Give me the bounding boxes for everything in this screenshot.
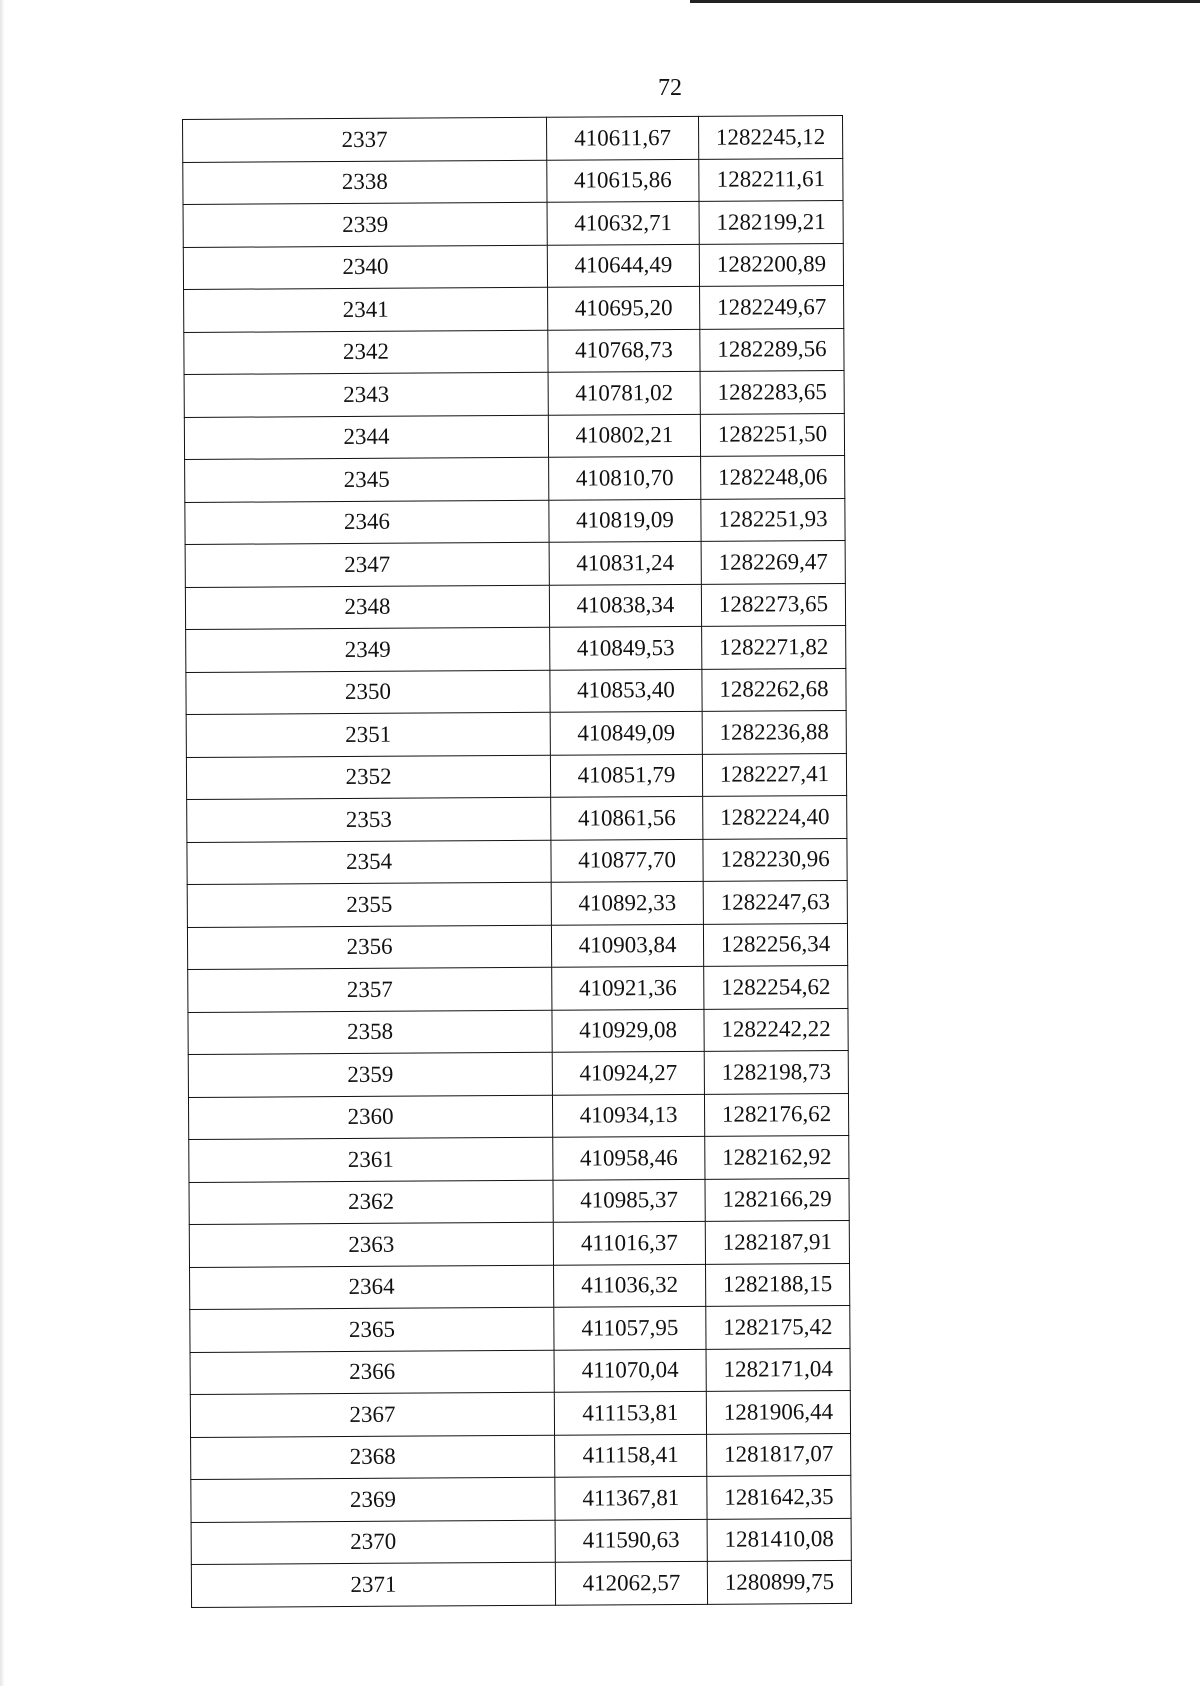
y-coordinate-cell: 1282271,82 [702, 625, 846, 668]
y-coordinate-cell: 1282211,61 [699, 158, 843, 201]
point-number-cell: 2362 [189, 1180, 553, 1225]
y-coordinate-cell: 1282224,40 [703, 795, 847, 838]
table-row [190, 1390, 850, 1437]
point-number-cell: 2343 [184, 372, 548, 417]
y-coordinate-cell: 1281642,35 [707, 1475, 851, 1518]
x-coordinate-cell: 410831,24 [549, 541, 701, 584]
y-coordinate-cell: 1281817,07 [707, 1433, 851, 1476]
y-coordinate-cell: 1282251,50 [700, 413, 844, 456]
y-coordinate-cell: 1282187,91 [705, 1220, 849, 1263]
x-coordinate-cell: 410892,33 [551, 881, 703, 924]
y-coordinate-cell: 1282198,73 [704, 1050, 848, 1093]
table-row [184, 328, 844, 375]
y-coordinate-cell: 1282247,63 [703, 880, 847, 923]
table-row [187, 795, 847, 842]
table-row [184, 285, 844, 332]
point-number-cell: 2342 [184, 330, 548, 375]
table-row [183, 115, 843, 162]
y-coordinate-cell: 1280899,75 [707, 1560, 851, 1603]
top-rule [690, 0, 1200, 3]
x-coordinate-cell: 410903,84 [551, 924, 703, 967]
point-number-cell: 2341 [184, 287, 548, 332]
y-coordinate-cell: 1282249,67 [700, 285, 844, 328]
table-row [185, 455, 845, 502]
x-coordinate-cell: 410819,09 [549, 499, 701, 542]
x-coordinate-cell: 410849,53 [550, 626, 702, 669]
x-coordinate-cell: 410768,73 [548, 329, 700, 372]
point-number-cell: 2349 [186, 627, 550, 672]
point-number-cell: 2353 [187, 797, 551, 842]
table-row [191, 1433, 851, 1480]
table-row [191, 1475, 851, 1522]
point-number-cell: 2344 [184, 415, 548, 460]
x-coordinate-cell: 411036,32 [554, 1264, 706, 1307]
point-number-cell: 2357 [188, 967, 552, 1012]
table-row [183, 243, 843, 290]
y-coordinate-cell: 1282289,56 [700, 328, 844, 371]
point-number-cell: 2356 [187, 925, 551, 970]
table-row [191, 1560, 851, 1607]
table-row [183, 200, 843, 247]
point-number-cell: 2346 [185, 500, 549, 545]
table-row [189, 1220, 849, 1267]
table-row [190, 1263, 850, 1310]
x-coordinate-cell: 410851,79 [550, 754, 702, 797]
point-number-cell: 2365 [190, 1307, 554, 1352]
x-coordinate-cell: 410644,49 [547, 244, 699, 287]
x-coordinate-cell: 410853,40 [550, 669, 702, 712]
x-coordinate-cell: 410958,46 [553, 1136, 705, 1179]
point-number-cell: 2366 [190, 1350, 554, 1395]
scan-left-edge [0, 0, 4, 1686]
table-row [186, 753, 846, 800]
point-number-cell: 2350 [186, 670, 550, 715]
point-number-cell: 2354 [187, 840, 551, 885]
point-number-cell: 2348 [185, 585, 549, 630]
table-row [183, 158, 843, 205]
y-coordinate-cell: 1282262,68 [702, 668, 846, 711]
y-coordinate-cell: 1282171,04 [706, 1348, 850, 1391]
x-coordinate-cell: 411158,41 [555, 1434, 707, 1477]
y-coordinate-cell: 1282283,65 [700, 370, 844, 413]
point-number-cell: 2371 [191, 1562, 555, 1607]
table-row [189, 1135, 849, 1182]
table-row [190, 1348, 850, 1395]
table-row [187, 923, 847, 970]
y-coordinate-cell: 1282236,88 [702, 710, 846, 753]
y-coordinate-cell: 1282175,42 [706, 1305, 850, 1348]
x-coordinate-cell: 410838,34 [549, 584, 701, 627]
table-row [188, 1008, 848, 1055]
x-coordinate-cell: 411057,95 [554, 1306, 706, 1349]
x-coordinate-cell: 410849,09 [550, 711, 702, 754]
point-number-cell: 2359 [188, 1052, 552, 1097]
point-number-cell: 2367 [190, 1392, 554, 1437]
point-number-cell: 2351 [186, 712, 550, 757]
x-coordinate-cell: 410934,13 [552, 1094, 704, 1137]
y-coordinate-cell: 1282256,34 [703, 923, 847, 966]
table-row [184, 370, 844, 417]
point-number-cell: 2345 [185, 457, 549, 502]
x-coordinate-cell: 410877,70 [551, 839, 703, 882]
point-number-cell: 2370 [191, 1520, 555, 1565]
table-row [190, 1305, 850, 1352]
x-coordinate-cell: 411590,63 [555, 1519, 707, 1562]
x-coordinate-cell: 410695,20 [548, 286, 700, 329]
x-coordinate-cell: 410611,67 [546, 116, 698, 159]
point-number-cell: 2337 [183, 117, 547, 162]
y-coordinate-cell: 1281906,44 [706, 1390, 850, 1433]
coordinates-table [182, 115, 852, 1608]
point-number-cell: 2360 [188, 1095, 552, 1140]
y-coordinate-cell: 1282188,15 [706, 1263, 850, 1306]
table-row [186, 625, 846, 672]
y-coordinate-cell: 1282162,92 [705, 1135, 849, 1178]
table-body [183, 115, 852, 1607]
x-coordinate-cell: 411070,04 [554, 1349, 706, 1392]
x-coordinate-cell: 410810,70 [549, 456, 701, 499]
point-number-cell: 2339 [183, 202, 547, 247]
x-coordinate-cell: 410615,86 [547, 159, 699, 202]
table-row [186, 668, 846, 715]
y-coordinate-cell: 1282227,41 [702, 753, 846, 796]
y-coordinate-cell: 1282242,22 [704, 1008, 848, 1051]
page-number: 72 [658, 75, 682, 101]
point-number-cell: 2340 [183, 245, 547, 290]
y-coordinate-cell: 1281410,08 [707, 1518, 851, 1561]
y-coordinate-cell: 1282200,89 [699, 243, 843, 286]
table-row [185, 498, 845, 545]
table-row [189, 1178, 849, 1225]
y-coordinate-cell: 1282166,29 [705, 1178, 849, 1221]
y-coordinate-cell: 1282273,65 [701, 583, 845, 626]
point-number-cell: 2369 [191, 1477, 555, 1522]
x-coordinate-cell: 410929,08 [552, 1009, 704, 1052]
table-row [188, 965, 848, 1012]
x-coordinate-cell: 412062,57 [555, 1561, 707, 1604]
x-coordinate-cell: 411367,81 [555, 1476, 707, 1519]
table-row [187, 838, 847, 885]
table-row [185, 583, 845, 630]
point-number-cell: 2363 [189, 1222, 553, 1267]
point-number-cell: 2361 [189, 1137, 553, 1182]
x-coordinate-cell: 410802,21 [548, 414, 700, 457]
y-coordinate-cell: 1282245,12 [698, 115, 842, 158]
point-number-cell: 2358 [188, 1010, 552, 1055]
table-row [188, 1093, 848, 1140]
y-coordinate-cell: 1282251,93 [701, 498, 845, 541]
x-coordinate-cell: 411016,37 [553, 1221, 705, 1264]
point-number-cell: 2352 [186, 755, 550, 800]
table-row [191, 1518, 851, 1565]
x-coordinate-cell: 410861,56 [551, 796, 703, 839]
point-number-cell: 2347 [185, 542, 549, 587]
y-coordinate-cell: 1282176,62 [704, 1093, 848, 1136]
x-coordinate-cell: 410632,71 [547, 201, 699, 244]
point-number-cell: 2368 [191, 1435, 555, 1480]
y-coordinate-cell: 1282269,47 [701, 540, 845, 583]
table-row [187, 880, 847, 927]
table-row [188, 1050, 848, 1097]
table-row [184, 413, 844, 460]
point-number-cell: 2355 [187, 882, 551, 927]
y-coordinate-cell: 1282248,06 [701, 455, 845, 498]
x-coordinate-cell: 410781,02 [548, 371, 700, 414]
x-coordinate-cell: 410924,27 [552, 1051, 704, 1094]
x-coordinate-cell: 410921,36 [552, 966, 704, 1009]
point-number-cell: 2364 [190, 1265, 554, 1310]
point-number-cell: 2338 [183, 160, 547, 205]
y-coordinate-cell: 1282254,62 [704, 965, 848, 1008]
table-row [185, 540, 845, 587]
y-coordinate-cell: 1282199,21 [699, 200, 843, 243]
x-coordinate-cell: 411153,81 [554, 1391, 706, 1434]
x-coordinate-cell: 410985,37 [553, 1179, 705, 1222]
y-coordinate-cell: 1282230,96 [703, 838, 847, 881]
table-row [186, 710, 846, 757]
